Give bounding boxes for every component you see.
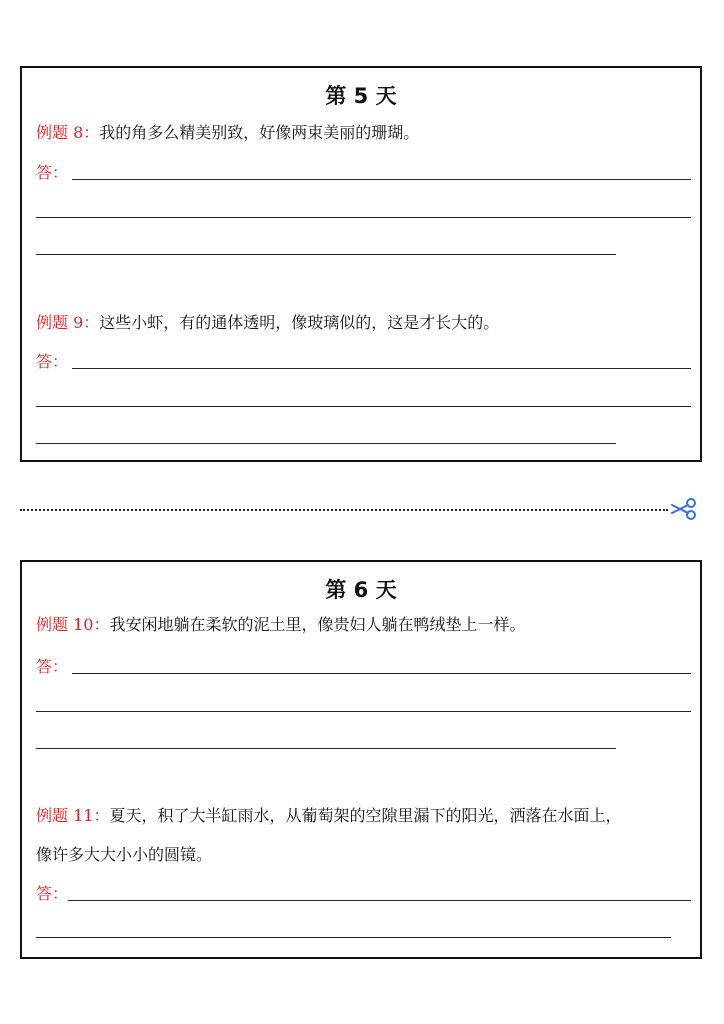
question-11-text: 夏天，积了大半缸雨水，从葡萄架的空隙里漏下的阳光，洒落在水面上， bbox=[109, 806, 622, 825]
day5-title: 第 5 天 bbox=[325, 84, 397, 108]
day5-card bbox=[20, 66, 702, 462]
scissors-icon bbox=[669, 496, 697, 522]
answer-10-line-3[interactable] bbox=[36, 748, 616, 749]
answer-8-line-3[interactable] bbox=[36, 254, 616, 255]
answer-9-label: 答： bbox=[36, 352, 69, 371]
answer-11-line-1[interactable] bbox=[68, 900, 691, 901]
question-10-text: 我安闲地躺在柔软的泥土里，像贵妇人躺在鸭绒垫上一样。 bbox=[109, 615, 526, 634]
question-8-text: 我的角多么精美别致，好像两束美丽的珊瑚。 bbox=[99, 123, 420, 142]
answer-11-label: 答： bbox=[36, 884, 69, 903]
answer-8-label: 答： bbox=[36, 163, 69, 182]
question-8 bbox=[36, 120, 419, 143]
question-9-label: 例题 9： bbox=[36, 313, 100, 332]
cut-line bbox=[20, 509, 668, 511]
answer-9-line-1[interactable] bbox=[72, 368, 691, 369]
answer-10-label: 答： bbox=[36, 657, 69, 676]
question-9-text: 这些小虾，有的通体透明，像玻璃似的，这是才长大的。 bbox=[99, 313, 500, 332]
answer-9-line-2[interactable] bbox=[36, 406, 691, 407]
question-8-label: 例题 8： bbox=[36, 123, 100, 142]
question-10 bbox=[36, 612, 525, 635]
answer-10-line-2[interactable] bbox=[36, 711, 691, 712]
question-10-label: 例题 10： bbox=[36, 615, 110, 634]
answer-11-line-2[interactable] bbox=[36, 937, 671, 938]
answer-8-line-2[interactable] bbox=[36, 217, 691, 218]
question-11-text-line-2: 像许多大大小小的圆镜。 bbox=[36, 845, 213, 864]
answer-8-line-1[interactable] bbox=[72, 179, 691, 180]
day6-card bbox=[20, 560, 702, 959]
answer-9-line-3[interactable] bbox=[36, 443, 616, 444]
answer-10-line-1[interactable] bbox=[72, 673, 691, 674]
question-9 bbox=[36, 310, 499, 333]
question-11 bbox=[36, 803, 621, 826]
day6-title: 第 6 天 bbox=[325, 578, 397, 602]
question-11-label: 例题 11： bbox=[36, 806, 110, 825]
